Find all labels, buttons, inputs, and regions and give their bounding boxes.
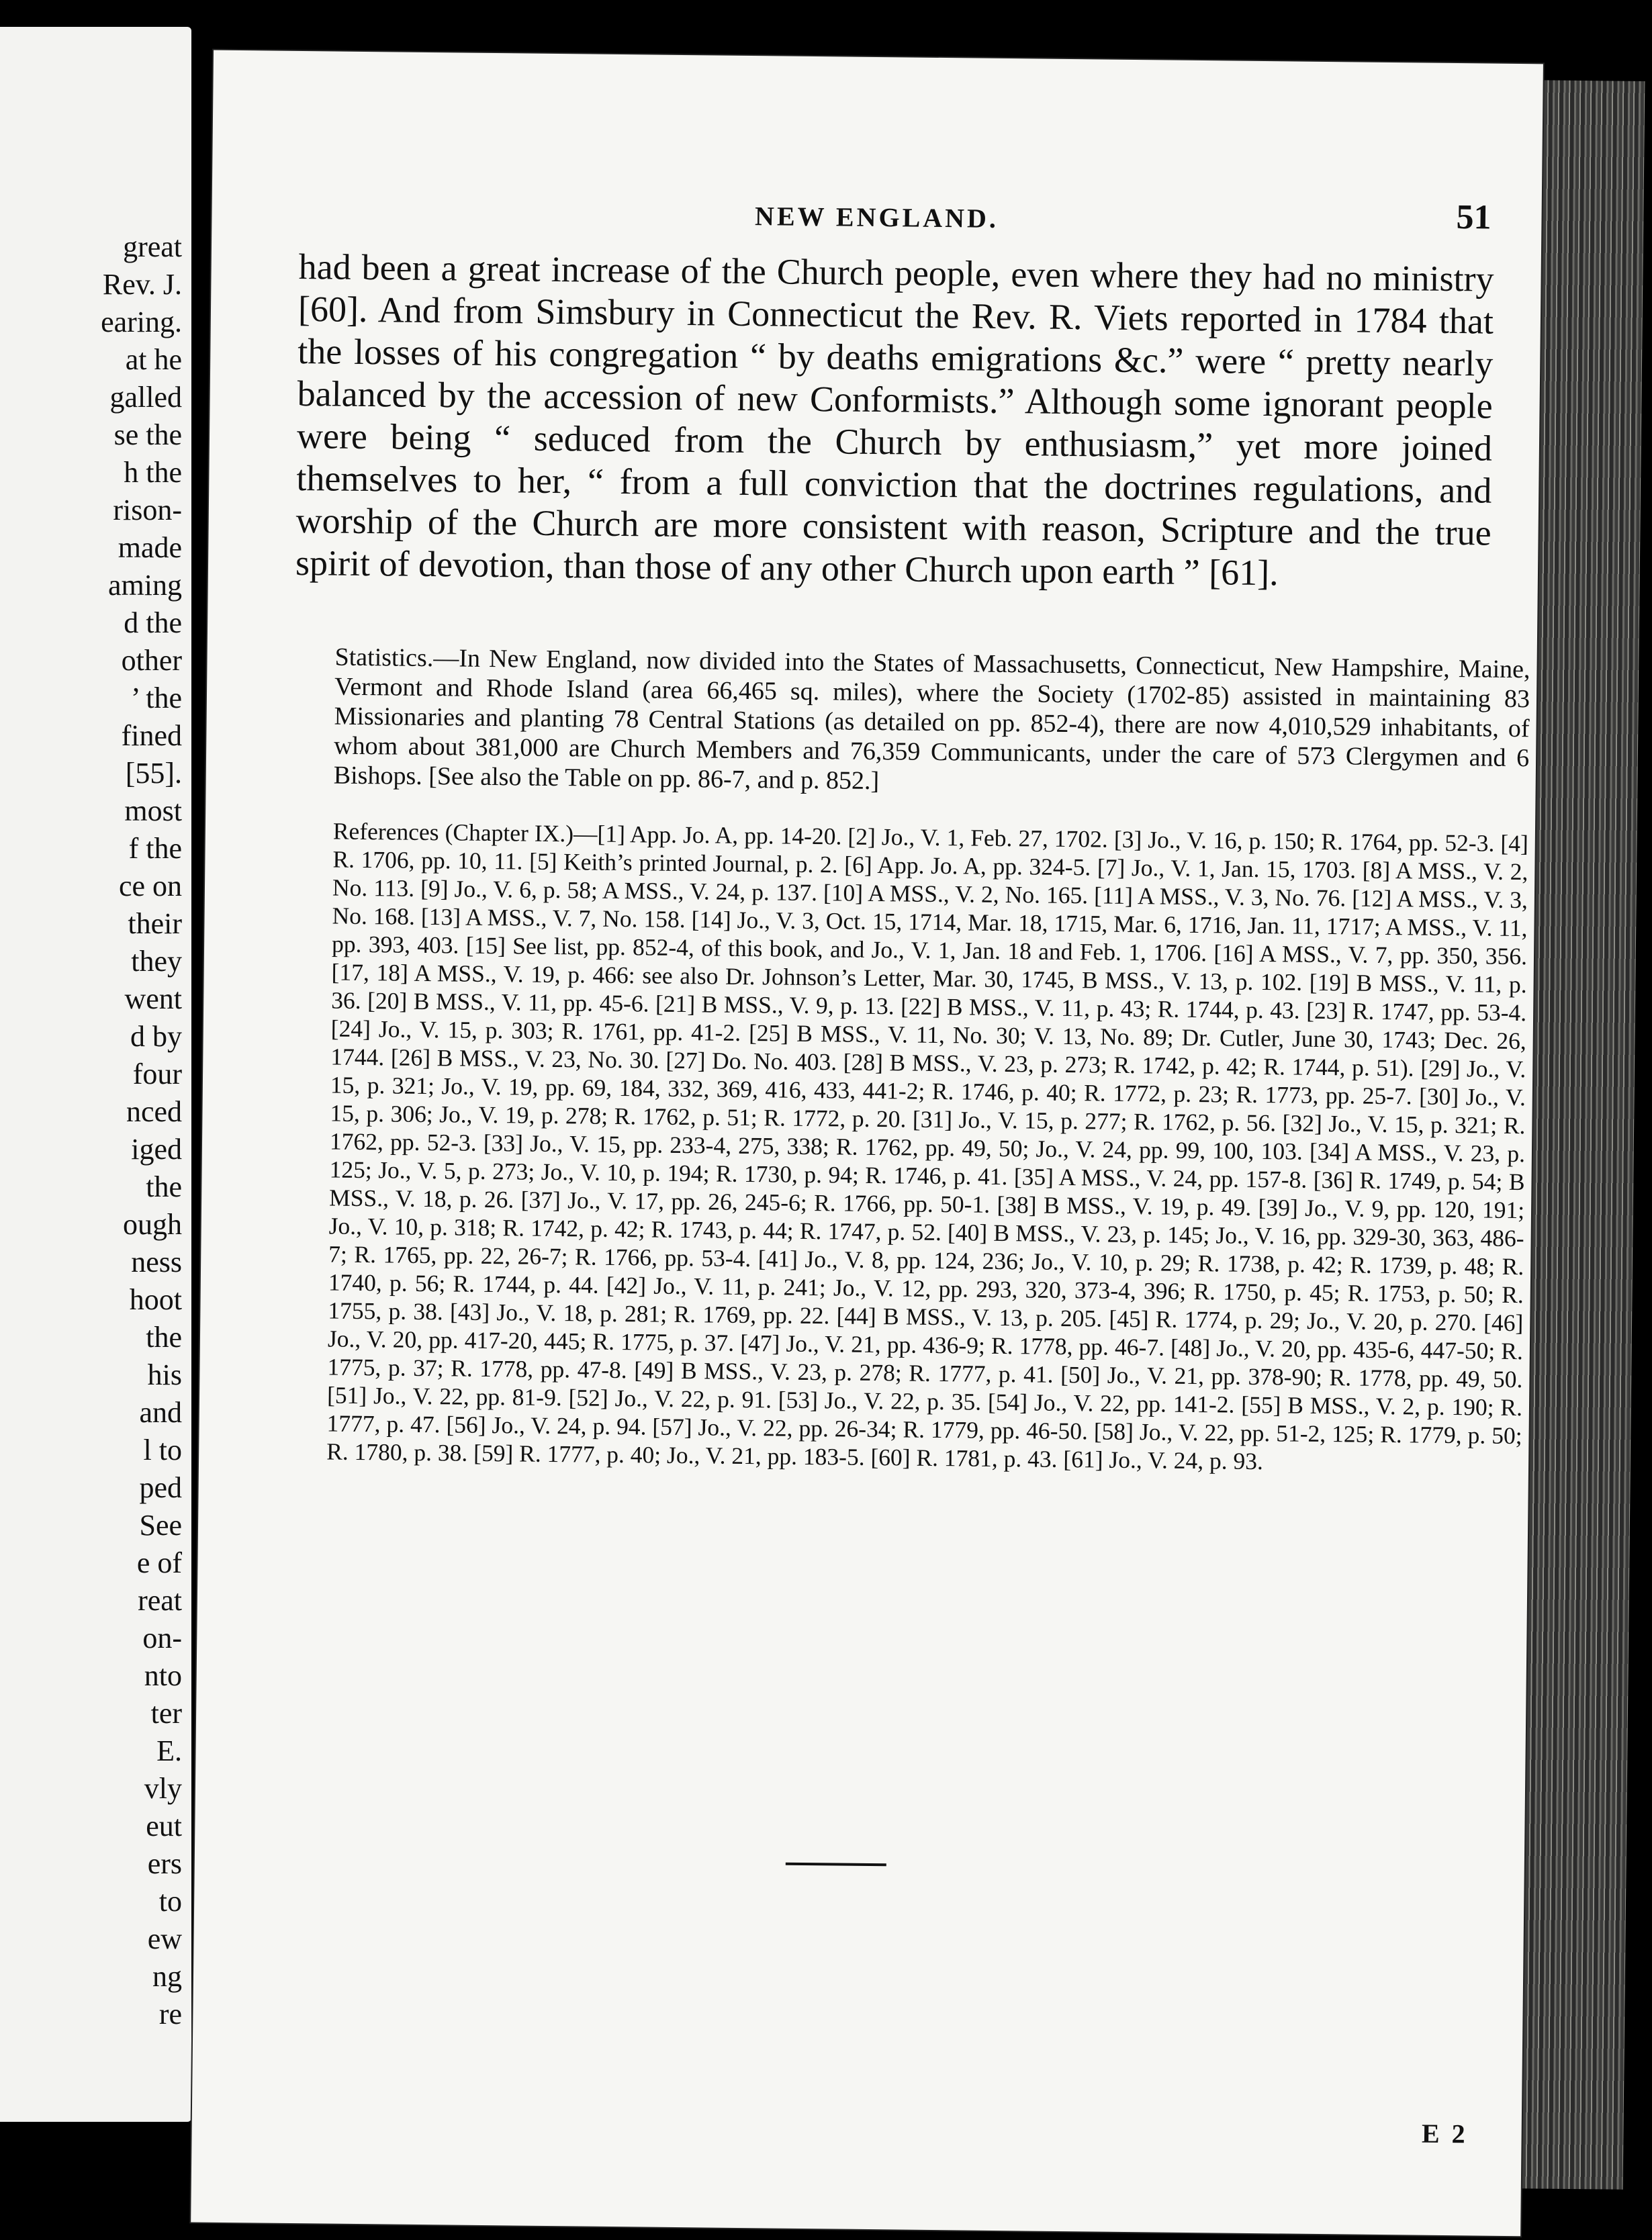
left-page-line: to <box>158 1885 182 1918</box>
left-page-line: great <box>123 230 182 263</box>
left-page-line: ’ the <box>130 682 182 714</box>
left-page-line: eut <box>146 1810 182 1842</box>
left-page-line: aming <box>108 569 182 602</box>
body-text: had been a great increase of the Church people, even where they had no ministry [60]. And from Simsbury in Connecticut the Rev. R. Viets reported in 1784 that the losses of his congregation “ by deaths emigrations &c.” were “ pretty nearly balanced by the accession of new Conformists.” Although some ignorant people were being “ seduced from the Church by enthusiasm,” yet more joined themselves to her, “ from a full conviction that the doctrines regulations, and worship of the Church are more consistent with reason, Scripture and the true spirit of devotion, than those of any other Church upon earth ” [61]. <box>295 246 1494 594</box>
left-page-line: See <box>139 1509 182 1542</box>
left-page-line: ness <box>131 1246 182 1278</box>
book-page <box>191 50 1543 2237</box>
left-page-line: h the <box>124 456 182 489</box>
left-page-line: ng <box>152 1960 182 1993</box>
left-page-line: the <box>146 1170 182 1203</box>
left-page-line: rison- <box>113 494 182 526</box>
left-page-line: they <box>131 945 182 978</box>
left-page-line: on- <box>142 1622 182 1654</box>
left-page-line: ped <box>139 1471 182 1504</box>
left-page-line: ce on <box>118 870 182 902</box>
left-page-line: nto <box>144 1659 182 1692</box>
facing-page-fragment <box>0 27 191 2122</box>
left-page-line: d by <box>130 1020 182 1053</box>
running-head: NEW ENGLAND. <box>754 201 999 234</box>
left-page-line: made <box>118 531 182 564</box>
left-page-line: e of <box>136 1546 182 1579</box>
signature-mark: E 2 <box>1421 2118 1468 2149</box>
left-page-line: and <box>139 1396 182 1429</box>
left-page-line: other <box>121 644 182 677</box>
left-page-line: nced <box>126 1095 182 1128</box>
left-page-line: ter <box>150 1697 182 1730</box>
left-page-line: iged <box>131 1133 182 1166</box>
left-page-line: Rev. J. <box>102 268 182 301</box>
left-page-line: reat <box>138 1584 182 1617</box>
left-page-line: fined <box>121 719 182 752</box>
left-page-line: four <box>132 1058 182 1090</box>
body-paragraph <box>295 246 1494 597</box>
left-page-line: at he <box>125 343 182 376</box>
left-page-line: most <box>124 794 182 827</box>
left-page-line: hoot <box>129 1283 182 1316</box>
left-page-line: their <box>128 907 182 940</box>
left-page-line: E. <box>156 1734 182 1767</box>
left-page-line: [55]. <box>125 757 182 790</box>
left-page-line: the <box>146 1321 182 1354</box>
section-rule <box>786 1863 886 1867</box>
left-page-line: went <box>124 982 182 1015</box>
left-page-line: galled <box>109 381 182 414</box>
left-page-line: l to <box>143 1434 182 1466</box>
page-number: 51 <box>1456 198 1492 237</box>
left-page-line: d the <box>124 606 182 639</box>
left-page-line: vly <box>144 1772 182 1805</box>
left-page-line: ers <box>147 1847 182 1880</box>
left-page-line: ough <box>123 1208 182 1241</box>
left-page-line: re <box>158 1998 182 2031</box>
left-page-line: ew <box>147 1922 182 1955</box>
left-page-line: earing. <box>101 306 182 338</box>
left-page-line: his <box>147 1358 182 1391</box>
references-paragraph: References (Chapter IX.)—[1] App. Jo. A, pp. 14-20. [2] Jo., V. 1, Feb. 27, 1702. [3] Jo., V. 16, p. 150; R. 1764, pp. 52-3. [4] R. 1706, pp. 10, 11. [5] Keith’s printed Journal, p. 2. [6] App. Jo. A, pp. 324-5. [7] Jo., V. 1, Jan. 15, 1703. [8] A MSS., V. 2, No. 113. [9] Jo., V. 6, p. 58; A MSS., V. 24, p. 137. [10] A MSS., V. 2, No. 165. [11] A MSS., V. 3, No. 76. [12] A MSS., V. 3, No. 168. [13] A MSS., V. 7, No. 158. [14] Jo., V. 3, Oct. 15, 1714, Mar. 18, 1715, Mar. 6, 1716, Jan. 11, 1717; A MSS., V. 11, pp. 393, 403. [15] See list, pp. 852-4, of this book, and Jo., V. 1, Jan. 18 and Feb. 1, 1706. [16] A MSS., V. 7, pp. 350, 356. [17, 18] A MSS., V. 19, p. 466: see also Dr. Johnson’s Letter, Mar. 30, 1745, B MSS., V. 13, p. 102. [19] B MSS., V. 11, p. 36. [20] B MSS., V. 11, pp. 45-6. [21] B MSS., V. 9, p. 13. [22] B MSS., V. 11, p. 43; R. 1744, p. 43. [23] R. 1747, pp. 53-4. [24] Jo., V. 15, p. 303; R. 1761, pp. 41-2. [25] B MSS., V. 11, No. 30; V. 13, No. 89; Dr. Cutler, June 30, 1743; Dec. 26, 1744. [26] B MSS., V. 23, No. 30. [27] Do. No. 403. [28] B MSS., V. 23, p. 273; R. 1742, p. 42; R. 1744, p. 51). [29] Jo., V. 15, p. 321; Jo., V. 19, pp. 69, 184, 332, 369, 416, 433, 441-2; R. 1746, p. 40; R. 1772, p. 23; R. 1773, pp. 25-7. [30] Jo., V. 15, p. 306; Jo., V. 19, p. 278; R. 1762, p. 51; R. 1772, p. 20. [31] Jo., V. 15, p. 277; R. 1762, p. 56. [32] Jo., V. 15, p. 321; R. 1762, pp. 52-3. [33] Jo., V. 15, pp. 233-4, 275, 338; R. 1762, pp. 49, 50; Jo., V. 24, pp. 99, 100, 103. [34] A MSS., V. 23, p. 125; Jo., V. 5, p. 273; Jo., V. 10, p. 194; R. 1730, p. 94; R. 1746, p. 41. [35] A MSS., V. 24, pp. 157-8. [36] R. 1749, p. 54; B MSS., V. 18, p. 26. [37] Jo., V. 17, pp. 26, 245-6; R. 1766, pp. 50-1. [38] B MSS., V. 19, p. 49. [39] Jo., V. 9, pp. 120, 191; Jo., V. 10, p. 318; R. 1742, p. 42; R. 1743, p. 44; R. 1747, p. 52. [40] B MSS., V. 23, p. 145; Jo., V. 16, pp. 329-30, 363, 486-7; R. 1765, pp. 22, 26-7; R. 1766, pp. 53-4. [41] Jo., V. 8, pp. 124, 236; Jo., V. 10, p. 29; R. 1738, p. 42; R. 1739, p. 48; R. 1740, p. 56; R. 1744, p. 44. [42] Jo., V. 11, p. 241; Jo., V. 12, pp. 293, 320, 373-4, 396; R. 1750, p. 45; R. 1753, p. 50; R. 1755, p. 38. [43] Jo., V. 18, p. 281; R. 1769, pp. 22. [44] B MSS., V. 13, p. 205. [45] R. 1774, p. 29; Jo., V. 20, p. 270. [46] Jo., V. 20, pp. 417-20, 445; R. 1775, p. 37. [47] Jo., V. 21, pp. 436-9; R. 1778, pp. 46-7. [48] Jo., V. 20, pp. 435-6, 447-50; R. 1775, p. 37; R. 1778, pp. 47-8. [49] B MSS., V. 23, p. 278; R. 1777, p. 41. [50] Jo., V. 21, pp. 378-90; R. 1778, pp. 49, 50. [51] Jo., V. 22, pp. 81-9. [52] Jo., V. 22, p. 91. [53] Jo., V. 22, p. 35. [54] Jo., V. 22, pp. 141-2. [55] B MSS., V. 2, p. 190; R. 1777, p. 47. [56] Jo., V. 24, p. 94. [57] Jo., V. 22, pp. 26-34; R. 1779, pp. 46-50. [58] Jo., V. 22, pp. 51-2, 125; R. 1779, p. 50; R. 1780, p. 38. [59] R. 1777, p. 40; Jo., V. 21, pp. 183-5. [60] R. 1781, p. 43. [61] Jo., V. 24, p. 93. <box>326 817 1528 1475</box>
left-page-line: f the <box>128 832 182 865</box>
left-page-line: se the <box>113 418 182 451</box>
statistics-paragraph: Statistics.—In New England, now divided into the States of Massachusetts, Connecticut, New Hampshire, Maine, Vermont and Rhode Island (area 66,465 sq. miles), where the Society (1702-85) assisted in maintaining 83 Missionaries and planting 78 Central Stations (as detailed on pp. 852-4), there are now 4,010,529 inhabitants, of whom about 381,000 are Church Members and 76,359 Communicants, under the care of 573 Clergymen and 6 Bishops. [See also the Table on pp. 86-7, and p. 852.] <box>333 643 1530 796</box>
